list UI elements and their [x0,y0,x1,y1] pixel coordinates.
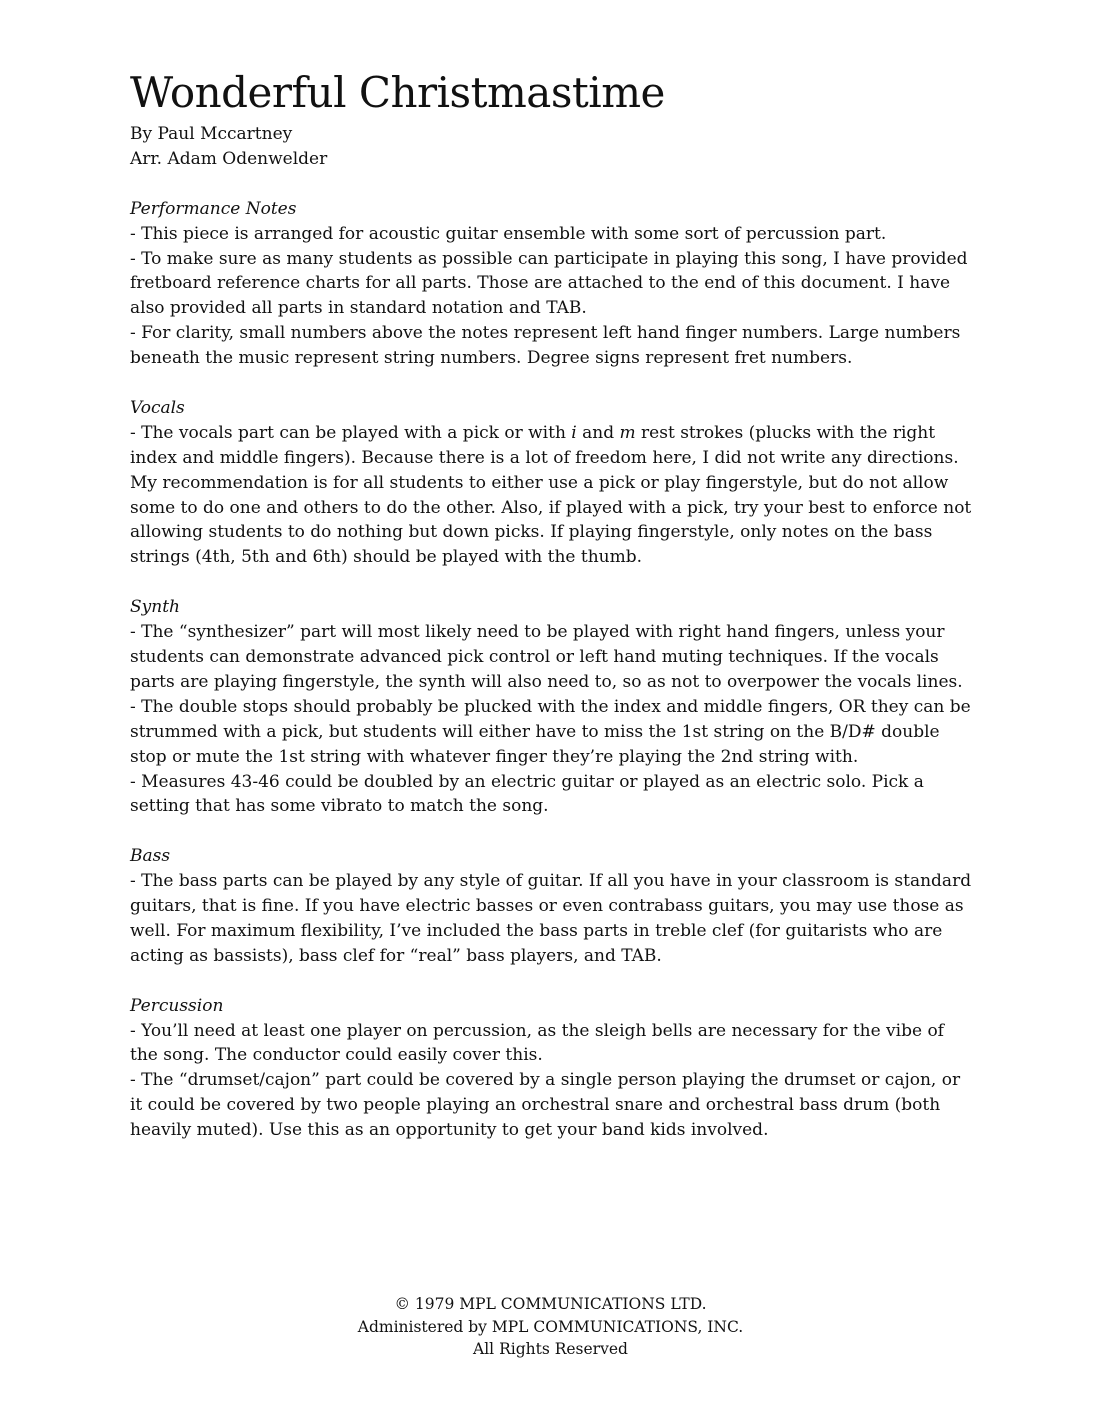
italic-index-finger: i [571,422,577,443]
paragraph: - The “drumset/cajon” part could be covered by a single person playing the drumset or cajon, or it could be covered by two people playing an orchestral snare and orchestral bass drum (both heavily muted). Use this as an opportunity to get your band kids involved. [130,1070,961,1141]
section-percussion [130,994,975,1143]
section-heading: Synth [130,597,180,618]
paragraph: - To make sure as many students as possible can participate in playing this song, I have provided fretboard reference charts for all parts. Those are attached to the end of this document. I have also provided all parts in standard notation and TAB. [130,248,968,319]
administered-line: Administered by MPL COMMUNICATIONS, INC. [357,1317,744,1336]
document-body [130,66,975,1143]
section-performance-notes [130,197,975,371]
section-bass [130,844,975,969]
paragraph: - This piece is arranged for acoustic guitar ensemble with some sort of percussion part. [130,223,887,244]
copyright-footer [0,1293,1101,1361]
section-heading: Vocals [130,397,185,418]
copyright-line: © 1979 MPL COMMUNICATIONS LTD. [394,1295,707,1313]
paragraph: - Measures 43-46 could be doubled by an electric guitar or played as an electric solo. Pick a setting that has some vibrato to match the song. [130,771,924,817]
text-run: and [576,422,620,443]
italic-middle-finger: m [619,422,636,443]
rights-line: All Rights Reserved [473,1340,628,1358]
section-vocals [130,396,975,570]
section-heading: Performance Notes [130,198,297,219]
section-heading: Bass [130,846,171,867]
paragraph: - The double stops should probably be plucked with the index and middle fingers, OR they can be strummed with a pick, but students will either have to miss the 1st string on the B/D# double stop or mute the 1st string with whatever finger they’re playing the 2nd string with. [130,696,971,767]
author-line: By Paul Mccartney [130,124,293,144]
arranger-line: Arr. Adam Odenwelder [130,148,328,169]
section-synth [130,595,975,819]
paragraph: - The “synthesizer” part will most likely need to be played with right hand fingers, unless your students can demonstrate advanced pick control or left hand muting techniques. If the vocals parts are playing fingerstyle, the synth will also need to, so as not to overpower the vocals lines. [130,622,963,692]
page-title: Wonderful Christmastime [130,68,665,117]
paragraph: - You’ll need at least one player on percussion, as the sleigh bells are necessary for the vibe of the song. The conductor could easily cover this. [130,1020,944,1066]
paragraph: - The bass parts can be played by any style of guitar. If all you have in your classroom is standard guitars, that is fine. If you have electric basses or even contrabass guitars, you may use those as well. For maximum flexibility, I’ve included the bass parts in treble clef (for guitarists who are acting as bassists), bass clef for “real” bass players, and TAB. [130,871,972,966]
text-run: rest strokes (plucks with the right index and middle fingers). Because there is a lot of freedom here, I did not write any directions. My recommendation is for all students to either use a pick or play fingerstyle, but do not allow some to do one and others to do the other. Also, if played with a pick, try your best to enforce not allowing students to do nothing but down picks. If playing fingerstyle, only notes on the bass strings (4th, 5th and 6th) should be played with the thumb. [130,422,972,568]
text-run: - The vocals part can be played with a pick or with [130,422,572,443]
section-heading: Percussion [130,995,224,1016]
paragraph [130,421,975,570]
paragraph: - For clarity, small numbers above the notes represent left hand finger numbers. Large numbers beneath the music represent string numbers. Degree signs represent fret numbers. [130,323,961,369]
